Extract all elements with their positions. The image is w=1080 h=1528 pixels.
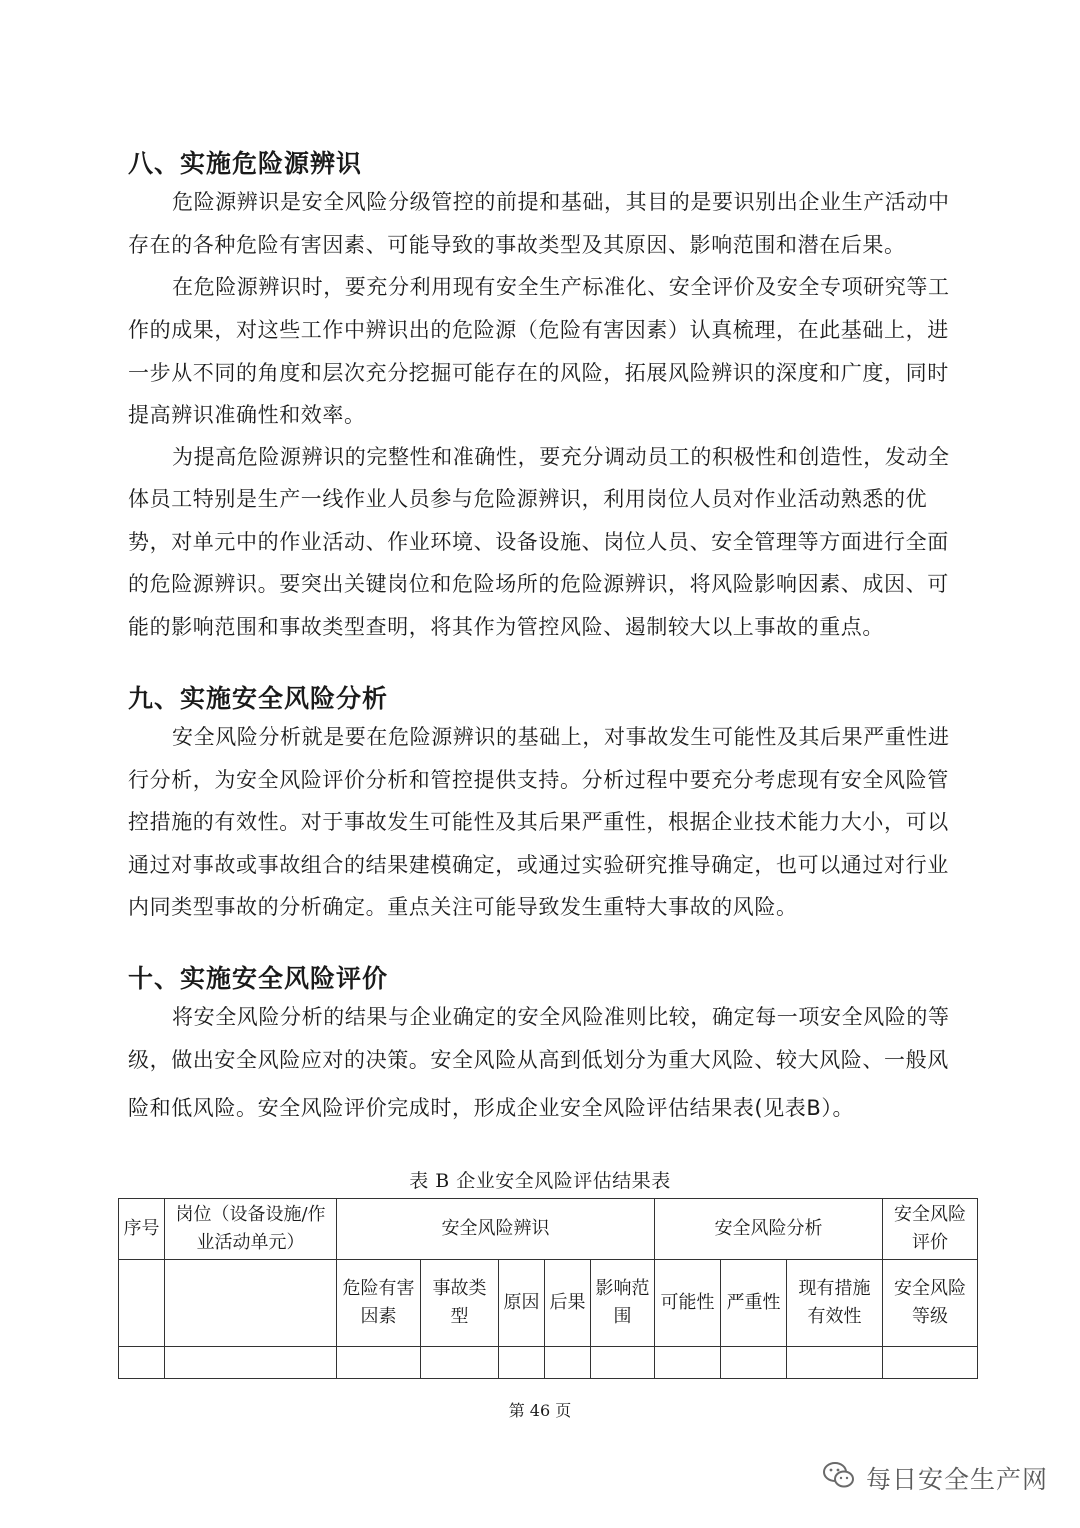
table-cell	[337, 1347, 421, 1379]
table-cell	[883, 1347, 978, 1379]
section-heading: 十、实施安全风险评价	[128, 964, 389, 993]
subheader-accident-type: 事故类型	[421, 1260, 499, 1347]
table-cell	[119, 1347, 165, 1379]
subheader-level: 安全风险等级	[883, 1260, 978, 1347]
table-cell	[119, 1260, 165, 1347]
section-heading: 八、实施危险源辨识	[128, 149, 363, 178]
text-line: 在危险源辨识时，要充分利用现有安全生产标准化、安全评价及安全专项研究等工	[172, 275, 950, 299]
text-line: 作的成果，对这些工作中辨识出的危险源（危险有害因素）认真梳理，在此基础上，进	[128, 318, 949, 342]
text-line: 内同类型事故的分析确定。重点关注可能导致发生重特大事故的风险。	[128, 895, 798, 919]
text-line: 险和低风险。安全风险评价完成时，形成企业安全风险评估结果表(见表B）。	[128, 1096, 855, 1120]
table-cell	[591, 1347, 655, 1379]
watermark-text: 每日安全生产网	[866, 1465, 1049, 1494]
subheader-cause: 原因	[499, 1260, 545, 1347]
section-heading: 九、实施安全风险分析	[128, 684, 389, 713]
subheader-possibility: 可能性	[655, 1260, 721, 1347]
text-line: 通过对事故或事故组合的结果建模确定，或通过实验研究推导确定，也可以通过对行业	[128, 853, 949, 877]
table-cell	[499, 1347, 545, 1379]
header-post: 岗位（设备设施/作业活动单元）	[165, 1199, 337, 1260]
header-analysis: 安全风险分析	[655, 1199, 883, 1260]
table-cell	[787, 1347, 883, 1379]
text-line: 危险源辨识是安全风险分级管控的前提和基础，其目的是要识别出企业生产活动中	[172, 190, 950, 214]
text-line: 势，对单元中的作业活动、作业环境、设备设施、岗位人员、安全管理等方面进行全面	[128, 530, 949, 554]
subheader-measures: 现有措施有效性	[787, 1260, 883, 1347]
text-line: 存在的各种危险有害因素、可能导致的事故类型及其原因、影响范围和潜在后果。	[128, 233, 906, 257]
subheader-consequence: 后果	[545, 1260, 591, 1347]
subheader-severity: 严重性	[721, 1260, 787, 1347]
subheader-scope: 影响范围	[591, 1260, 655, 1347]
header-identify: 安全风险辨识	[337, 1199, 655, 1260]
table-cell	[165, 1260, 337, 1347]
wechat-icon	[822, 1460, 856, 1496]
text-line: 为提高危险源辨识的完整性和准确性，要充分调动员工的积极性和创造性，发动全	[172, 445, 950, 469]
text-line: 将安全风险分析的结果与企业确定的安全风险准则比较，确定每一项安全风险的等	[172, 1005, 950, 1029]
table-cell	[721, 1347, 787, 1379]
text-line: 提高辨识准确性和效率。	[128, 403, 366, 427]
watermark	[822, 1460, 1048, 1496]
header-seq: 序号	[119, 1199, 165, 1260]
table-cell	[165, 1347, 337, 1379]
risk-assessment-table	[118, 1198, 978, 1379]
subheader-hazard: 危险有害因素	[337, 1260, 421, 1347]
table-cell	[545, 1347, 591, 1379]
table-cell	[655, 1347, 721, 1379]
text-line: 一步从不同的角度和层次充分挖掘可能存在的风险，拓展风险辨识的深度和广度，同时	[128, 361, 949, 385]
header-evaluation: 安全风险评价	[883, 1199, 978, 1260]
text-line: 安全风险分析就是要在危险源辨识的基础上，对事故发生可能性及其后果严重性进	[172, 725, 950, 749]
text-line: 控措施的有效性。对于事故发生可能性及其后果严重性，根据企业技术能力大小，可以	[128, 810, 949, 834]
table-subheader-row	[119, 1260, 978, 1347]
table-row	[119, 1347, 978, 1379]
table-caption: 表 B 企业安全风险评估结果表	[409, 1170, 671, 1192]
table-header-row	[119, 1199, 978, 1260]
text-line: 级，做出安全风险应对的决策。安全风险从高到低划分为重大风险、较大风险、一般风	[128, 1048, 949, 1072]
text-line: 行分析，为安全风险评价分析和管控提供支持。分析过程中要充分考虑现有安全风险管	[128, 768, 949, 792]
text-line: 的危险源辨识。要突出关键岗位和危险场所的危险源辨识，将风险影响因素、成因、可	[128, 572, 949, 596]
table-cell	[421, 1347, 499, 1379]
page-number: 第 46 页	[508, 1401, 572, 1420]
text-line: 体员工特别是生产一线作业人员参与危险源辨识，利用岗位人员对作业活动熟悉的优	[128, 487, 928, 511]
text-line: 能的影响范围和事故类型查明，将其作为管控风险、遏制较大以上事故的重点。	[128, 615, 884, 639]
